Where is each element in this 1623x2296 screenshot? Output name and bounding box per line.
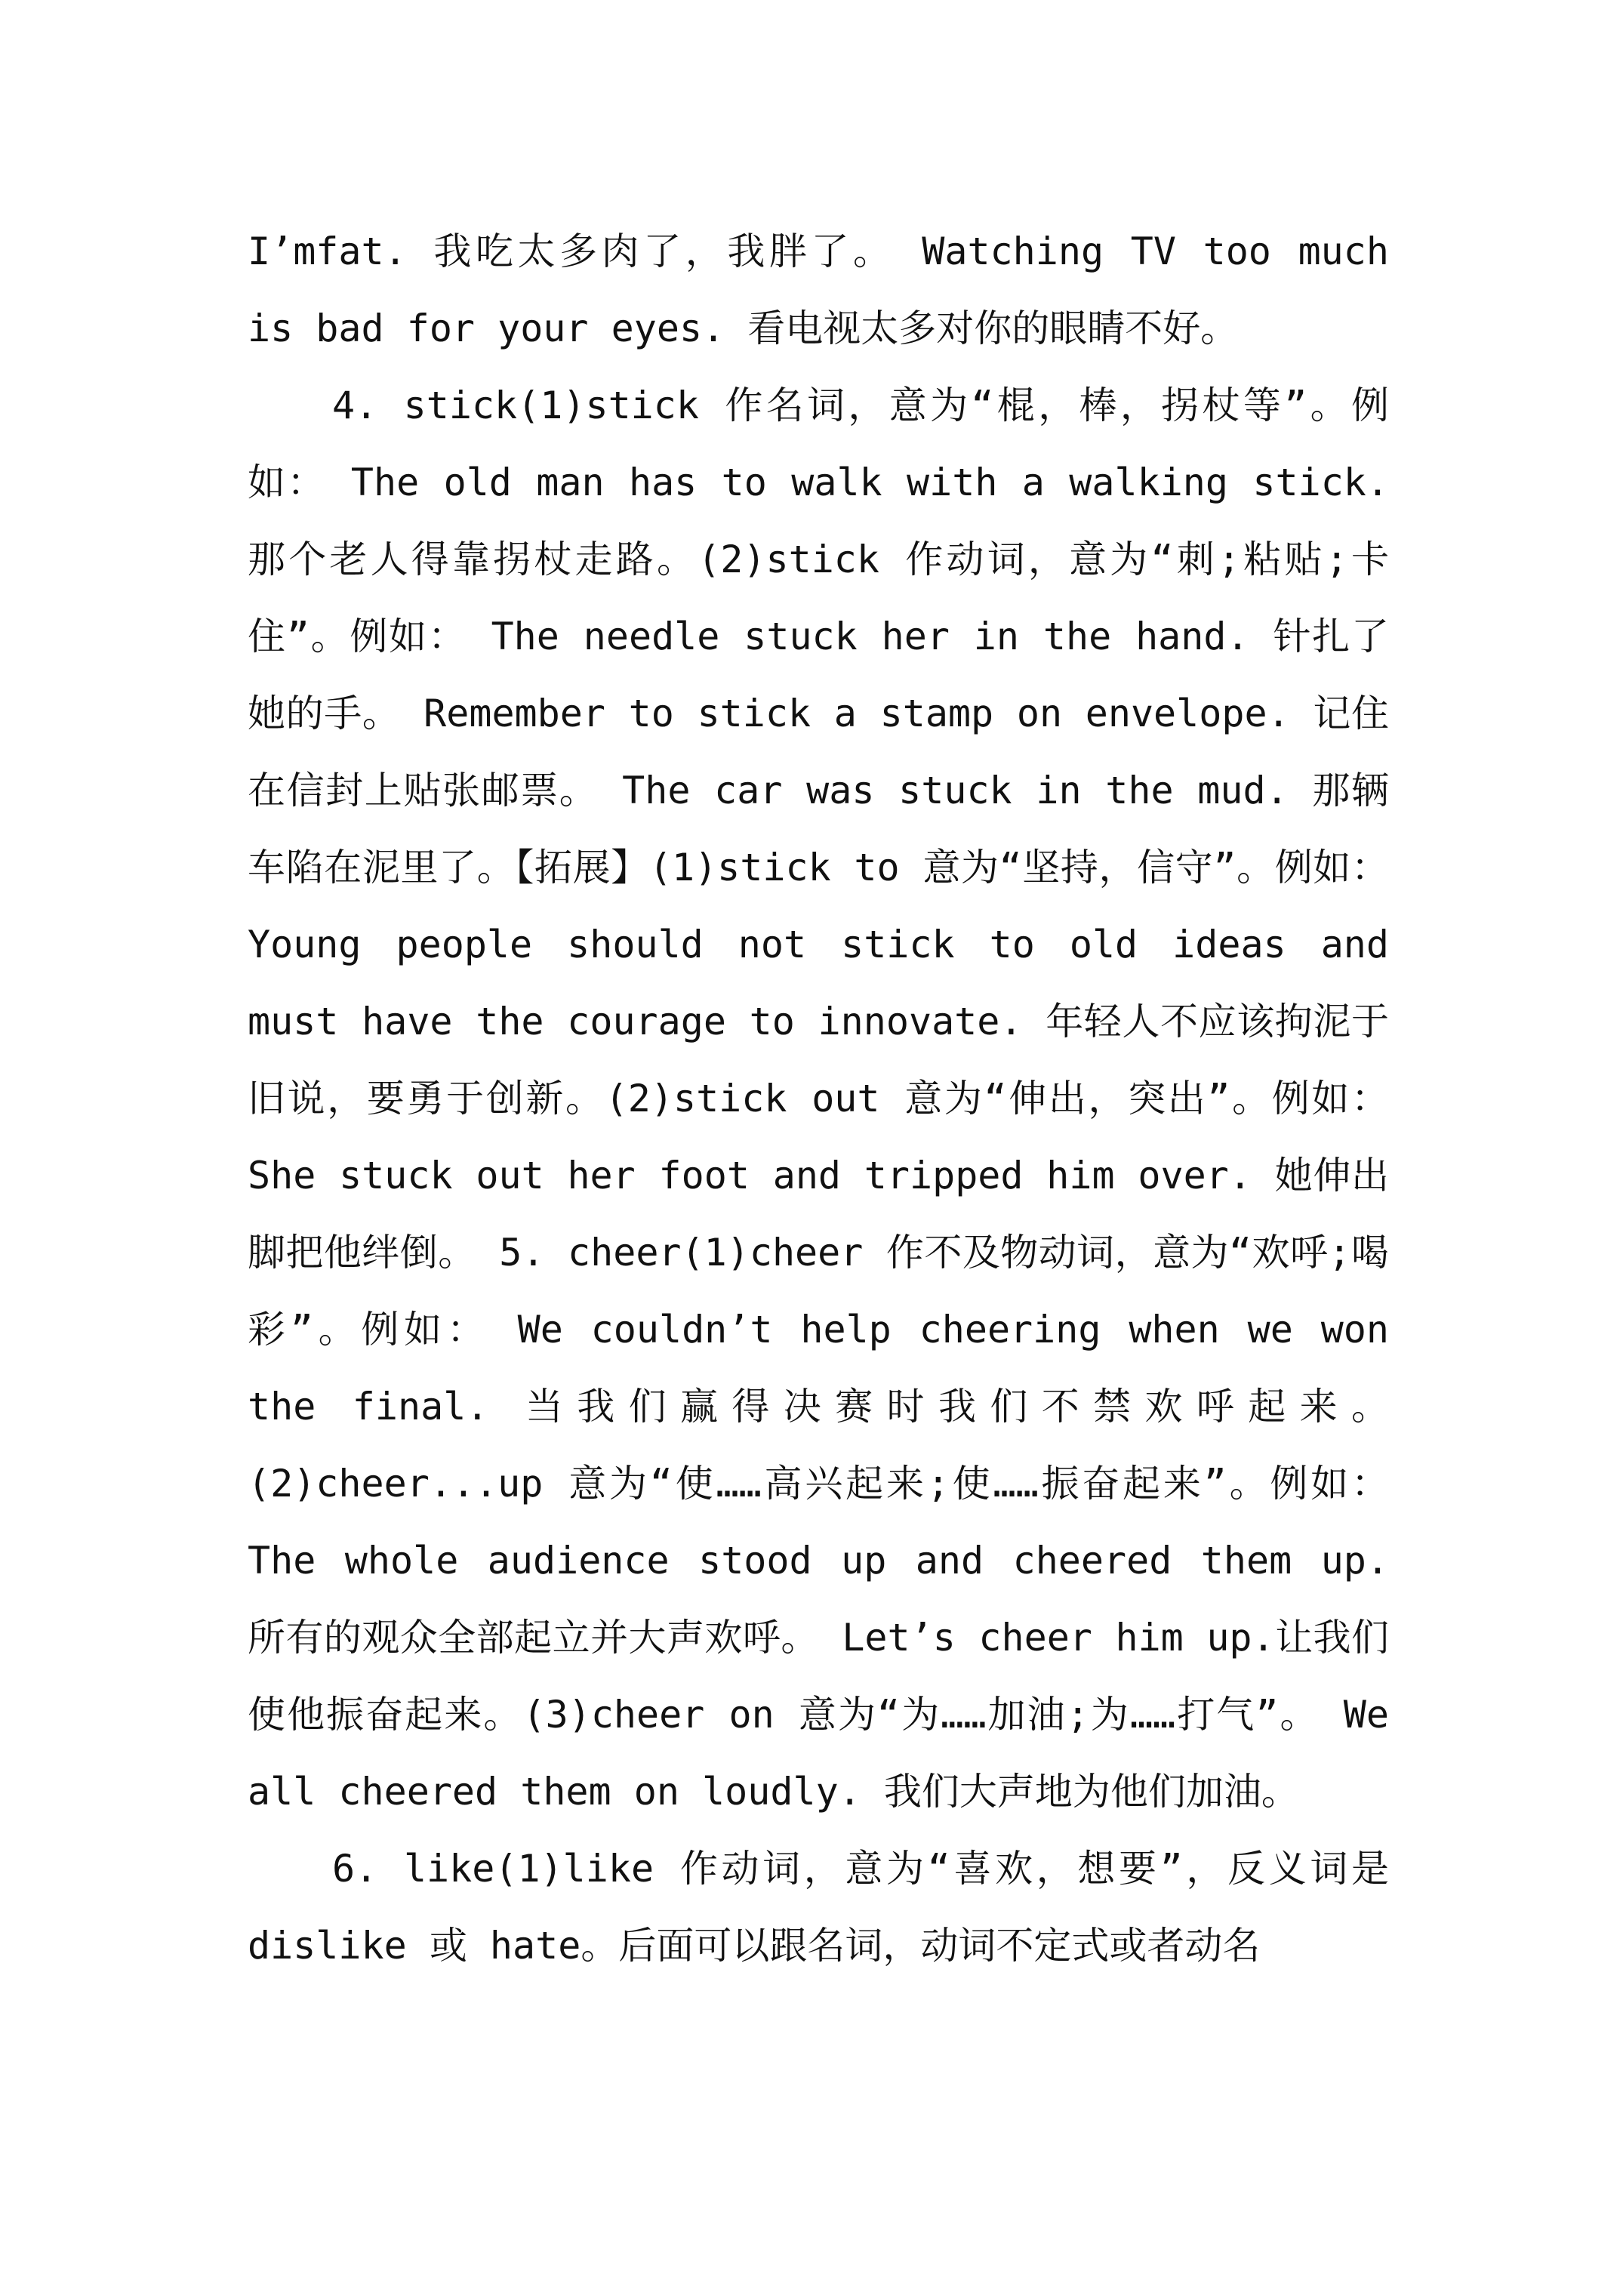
paragraph-stick-cheer: 4. stick(1)stick 作名词，意为“棍，棒，拐杖等”。例如： The old man has to walk with a walking stick. 那个老人得靠拐杖走路。(2)stick 作动词，意为“刺;粘贴;卡住”。例如： The needle stuck her in the hand. 针扎了她的手。 Remember to stick a stamp on envelope. 记住在信封上贴张邮票。 The car was stuck in the mud. 那辆车陷在泥里了。【拓展】(1)stick to 意为“坚持，信守”。例如： Young people should not stick to old ideas and must have the courage to innovate. 年轻人不应该拘泥于旧说，要勇于创新。(2)stick out 意为“伸出，突出”。例如： She stuck out her foot and tripped him over. 她伸出脚把他绊倒。 5. cheer(1)cheer 作不及物动词，意为“欢呼;喝彩”。例如： We couldn’t help cheering when we won the final. 当我们赢得决赛时我们不禁欢呼起来。(2)cheer...up 意为“使……高兴起来;使……振奋起来”。例如： The whole audience stood up and cheered them up. 所有的观众全部起立并大声欢呼。 Let’s cheer him up.让我们使他振奋起来。(3)cheer on 意为“为……加油;为……打气”。 We all cheered them on loudly. 我们大声地为他们加油。 [248, 384, 1389, 1814]
paragraph-like: 6. like(1)like 作动词，意为“喜欢，想要”，反义词是 dislike 或 hate。后面可以跟名词，动词不定式或者动名 [248, 1847, 1389, 1968]
document-page [248, 213, 1389, 1984]
paragraph-continuation: I’mfat. 我吃太多肉了，我胖了。 Watching TV too much is bad for your eyes. 看电视太多对你的眼睛不好。 [248, 230, 1389, 350]
